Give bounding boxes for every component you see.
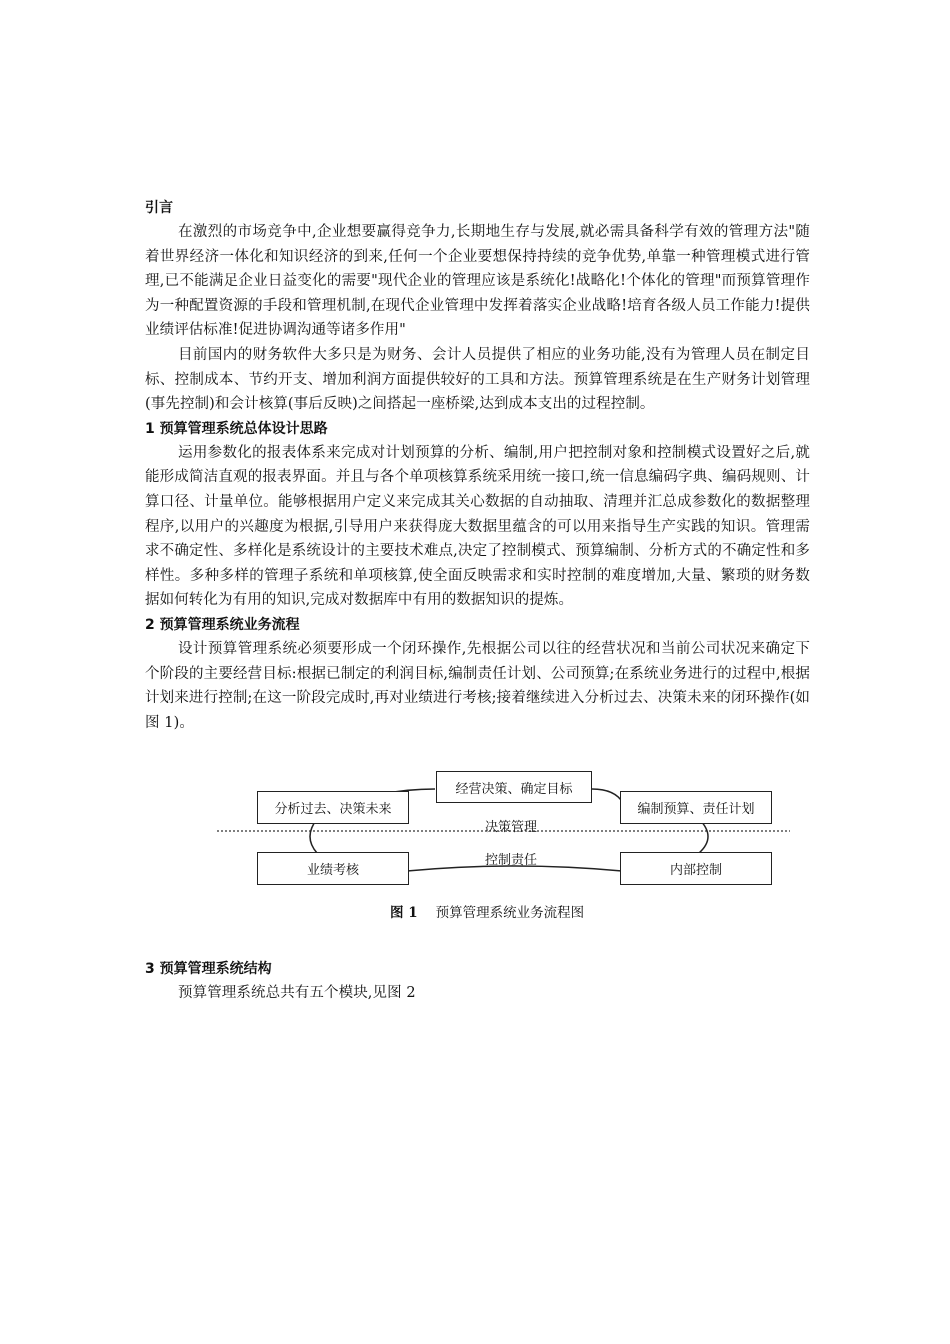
section-3-heading: 3 预算管理系统结构 <box>145 961 272 978</box>
box-decision-goal: 经营决策、确定目标 <box>436 771 592 803</box>
arc-right-top <box>592 789 623 803</box>
section-2-heading: 2 预算管理系统业务流程 <box>145 616 300 633</box>
intro-heading: 引言 <box>145 200 173 216</box>
box-performance-review: 业绩考核 <box>257 852 409 885</box>
flow-diagram <box>145 753 810 953</box>
box-internal-control: 内部控制 <box>620 852 772 885</box>
section-3-paragraph: 预算管理系统总共有五个模块,见图 2 <box>178 985 416 1002</box>
section-2-paragraph: 设计预算管理系统必须要形成一个闭环操作,先根据公司以往的经营状况和当前公司状况来确定下个阶段的主要经营目标:根据已制定的利润目标,编制责任计划、公司预算;在系统业务进行的过程中,根据计划来进行控制;在这一阶段完成时,再对业绩进行考核;接着继续进入分析过去、决策未来的闭环操作(如图 1)。 <box>145 640 810 731</box>
intro-paragraph-2: 目前国内的财务软件大多只是为财务、会计人员提供了相应的业务功能,没有为管理人员在制定目标、控制成本、节约开支、增加利润方面提供较好的工具和方法。预算管理系统是在生产财务计划管理(事先控制)和会计核算(事后反映)之间搭起一座桥梁,达到成本支出的过程控制。 <box>145 346 810 413</box>
section-1-heading: 1 预算管理系统总体设计思路 <box>145 420 328 437</box>
document-page <box>145 196 810 1006</box>
section-1-paragraph: 运用参数化的报表体系来完成对计划预算的分析、编制,用户把控制对象和控制模式设置好之后,就能形成简洁直观的报表界面。并且与各个单项核算系统采用统一接口,统一信息编码字典、编码规则、计算口径、计量单位。能够根据用户定义来完成其关心数据的自动抽取、清理并汇总成参数化的数据整理程序,以用户的兴趣度为根据,引导用户来获得庞大数据里蕴含的可以用来指导生产实践的知识。管理需求不确定性、多样化是系统设计的主要技术难点,决定了控制模式、预算编制、分析方式的不确定性和多样性。多种多样的管理子系统和单项核算,使全面反映需求和实时控制的难度增加,大量、繁琐的财务数据如何转化为有用的知识,完成对数据库中有用的数据知识的提炼。 <box>145 444 810 609</box>
box-budget-plan: 编制预算、责任计划 <box>620 791 772 824</box>
box-analyze-past: 分析过去、决策未来 <box>257 791 409 824</box>
figure-number: 图 1 <box>390 905 418 922</box>
label-control-responsibility: 控制责任 <box>485 853 538 869</box>
label-decision-management: 决策管理 <box>485 820 538 836</box>
figure-title: 预算管理系统业务流程图 <box>435 905 585 922</box>
figure-caption <box>390 901 584 921</box>
arc-left-side <box>310 819 317 853</box>
arc-right-side <box>699 819 708 853</box>
intro-paragraph-1: 在激烈的市场竞争中,企业想要赢得竞争力,长期地生存与发展,就必需具备科学有效的管理方法"随着世界经济一体化和知识经济的到来,任何一个企业要想保持持续的竞争优势,单靠一种管理模式进行管理,已不能满足企业日益变化的需要"现代企业的管理应该是系统化!战略化!个体化的管理"而预算管理作为一种配置资源的手段和管理机制,在现代企业管理中发挥着落实企业战略!培育各级人员工作能力!提供业绩评估标准!促进协调沟通等诸多作用" <box>145 224 810 339</box>
